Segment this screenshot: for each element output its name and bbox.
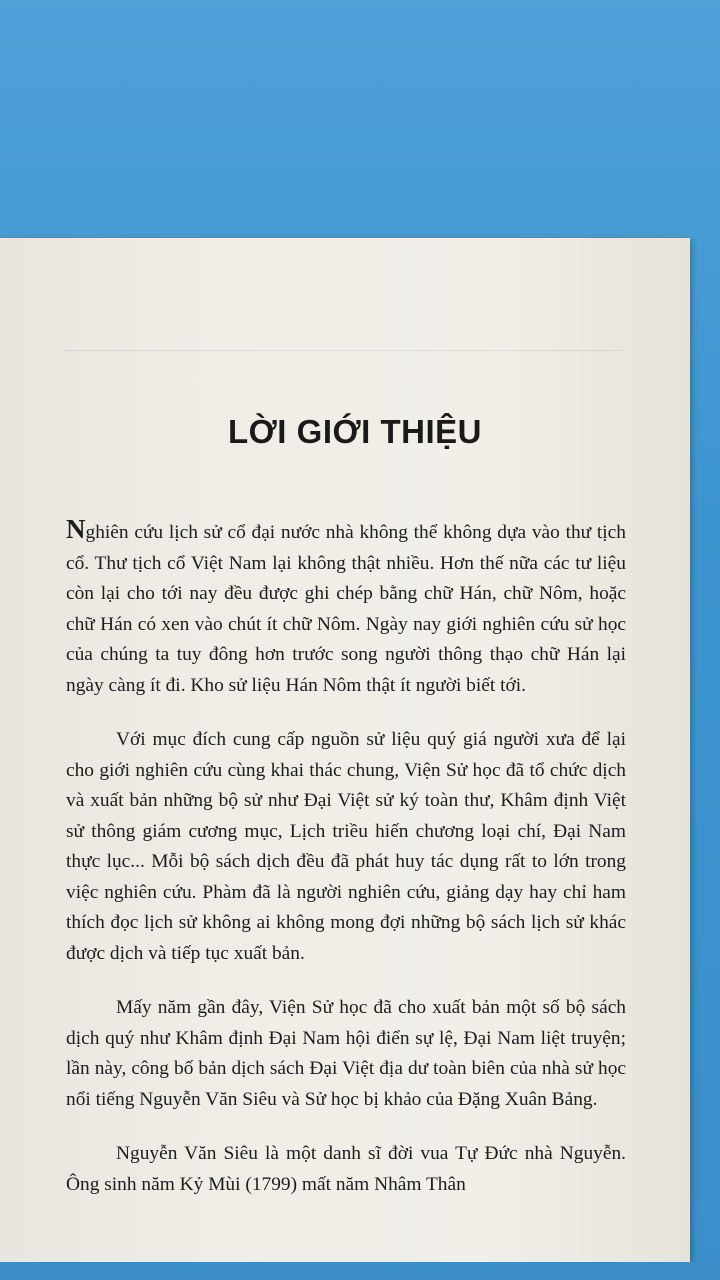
body-text (66, 514, 626, 1200)
page-title: LỜI GIỚI THIỆU (228, 413, 482, 450)
paragraph (66, 514, 626, 701)
background-surface (0, 1262, 720, 1280)
paragraph: Mấy năm gần đây, Viện Sử học đã cho xuất bản một số bộ sách dịch quý như Khâm định Đại Nam hội điển sự lệ, Đại Nam liệt truyện; lần này, công bố bản dịch sách Đại Việt địa dư toàn biên của nhà sử học nổi tiếng Nguyễn Văn Siêu và Sử học bị khảo của Đặng Xuân Bảng. (66, 997, 626, 1110)
paragraph: Với mục đích cung cấp nguồn sử liệu quý giá người xưa để lại cho giới nghiên cứu cùng khai thác chung, Viện Sử học đã tổ chức dịch và xuất bản những bộ sử như Đại Việt sử ký toàn thư, Khâm định Việt sử thông giám cương mục, Lịch triều hiến chương loại chí, Đại Nam thực lục... Mỗi bộ sách dịch đều đã phát huy tác dụng rất to lớn trong việc nghiên cứu. Phàm đã là người nghiên cứu, giảng dạy hay chỉ ham thích đọc lịch sử không ai không mong đợi những bộ sách lịch sử khác được dịch và tiếp tục xuất bản. (66, 729, 626, 964)
paragraph: Nguyễn Văn Siêu là một danh sĩ đời vua Tự Đức nhà Nguyễn. Ông sinh năm Kỷ Mùi (1799) mất năm Nhâm Thân (66, 1143, 626, 1195)
paragraph-text: ghiên cứu lịch sử cổ đại nước nhà không thể không dựa vào thư tịch cổ. Thư tịch cổ Việt Nam lại không thật nhiều. Hơn thế nữa các tư liệu còn lại cho tới nay đều được ghi chép bằng chữ Hán, chữ Nôm, hoặc chữ Hán có xen vào chút ít chữ Nôm. Ngày nay giới nghiên cứu sử học của chúng ta tuy đông hơn trước song người thông thạo chữ Hán lại ngày càng ít đi. Kho sử liệu Hán Nôm thật ít người biết tới. (66, 522, 626, 696)
drop-cap: N (66, 514, 86, 544)
show-through-header (62, 318, 622, 351)
